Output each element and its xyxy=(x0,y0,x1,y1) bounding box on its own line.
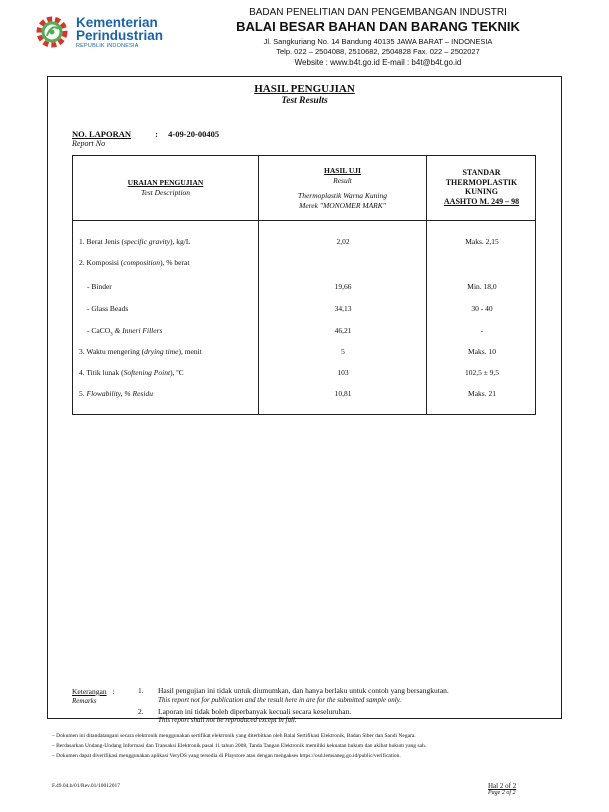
row-standard: Maks. 21 xyxy=(468,389,496,398)
logo-text-line1: Kementerian xyxy=(76,15,158,30)
col2-title: HASIL UJI xyxy=(324,166,361,175)
report-colon: : xyxy=(155,129,158,139)
remarks-subtitle: Remarks xyxy=(72,697,97,705)
row-result: 10,81 xyxy=(334,389,352,398)
row-standard: 30 - 40 xyxy=(471,304,493,313)
report-number-line xyxy=(72,129,219,139)
col3-line4: AASHTO M. 249 – 98 xyxy=(443,196,520,206)
desc-italic: drying time xyxy=(144,347,179,356)
row-description xyxy=(79,258,189,267)
row-standard: Min. 18,0 xyxy=(467,282,497,291)
row-description xyxy=(79,237,190,246)
page-number-en: Page 2 of 2 xyxy=(488,790,516,796)
website-email: Website : www.b4t.go.id E-mail : b4t@b4t.go.id xyxy=(294,58,462,67)
desc-text: 1. Berat Jenis ( xyxy=(79,237,124,246)
logo-text-line2: Perindustrian xyxy=(76,28,164,43)
row-standard: Maks. 2,15 xyxy=(465,237,499,246)
address: Jl. Sangkuriang No. 14 Bandung 40135 JAWA BARAT – INDONESIA xyxy=(263,37,493,46)
row-description xyxy=(79,347,202,356)
row-description xyxy=(79,389,153,398)
row-standard: Maks. 10 xyxy=(468,347,496,356)
col3-line2: THERMOPLASTIK xyxy=(445,177,518,187)
remarks-label xyxy=(72,687,115,696)
desc-italic: Flowability, % Residu xyxy=(86,389,153,398)
desc-italic: & Inneri Fillers xyxy=(112,326,163,335)
report-label-en: Report No xyxy=(72,139,106,148)
remark-number-2: 2. xyxy=(138,707,144,716)
row-result: 34,13 xyxy=(334,304,352,313)
col3-line3: KUNING xyxy=(465,187,498,196)
desc-text: ), % berat xyxy=(160,258,190,267)
remark-number-1: 1. xyxy=(138,686,144,695)
row-result: 19,66 xyxy=(334,282,352,291)
col2-subtitle: Result xyxy=(333,175,352,185)
row-result: 103 xyxy=(337,368,349,377)
remarks-colon: : xyxy=(112,687,115,696)
institute-name: BALAI BESAR BAHAN DAN BARANG TEKNIK xyxy=(236,19,520,34)
page-subtitle: Test Results xyxy=(281,96,328,106)
desc-subscript: 3 xyxy=(110,332,113,338)
row-description: - Binder xyxy=(87,282,112,291)
col3-line1: STANDAR xyxy=(462,168,501,177)
report-number: 4-09-20-00405 xyxy=(168,129,220,139)
desc-italic: specific gravity xyxy=(124,237,171,246)
agency-name: BADAN PENELITIAN DAN PENGEMBANGAN INDUSTRI xyxy=(249,7,507,18)
row-description: - Glass Beads xyxy=(87,304,129,313)
remarks-title: Keterangan xyxy=(72,687,107,696)
desc-text: 4. Titik lunak ( xyxy=(79,368,124,377)
gear-logo-icon xyxy=(34,14,72,50)
ministry-logo xyxy=(34,14,164,50)
footnote: – Dokumen ini ditandatangani secara elektronik menggunakan sertifikat elektronik yang diterbitkan oleh Balai Sertifikasi Elektronik, Badan Siber dan Sandi Negara. xyxy=(52,733,416,739)
row-description xyxy=(87,326,162,338)
desc-italic: Softening Point xyxy=(123,368,171,377)
remark-text-2: Laporan ini tidak boleh diperbanyak kecuali secara keseluruhan. xyxy=(158,707,352,716)
footnote: – Berdasarkan Undang-Undang Informasi dan Transaksi Elektronik pasal 11 tahun 2008, Tanda Tangan Elektronik memiliki kekuatan hukum dan akibat hukum yang sah. xyxy=(52,743,427,749)
desc-italic: composition xyxy=(123,258,161,267)
desc-text: ), ºC xyxy=(170,368,184,377)
col1-title: URAIAN PENGUJIAN xyxy=(127,178,204,187)
table-header-divider xyxy=(73,220,535,221)
row-result: 46,21 xyxy=(334,326,352,335)
col-header-description xyxy=(73,178,258,197)
desc-text: 3. Waktu mengering ( xyxy=(79,347,145,356)
desc-text: ), kg/L xyxy=(170,237,191,246)
phone-fax: Telp. 022 – 2504088, 2510682, 2504828 Fax. 022 – 2502027 xyxy=(276,47,480,56)
remark-text-1: Hasil pengujian ini tidak untuk diumumkan, dan hanya berlaku untuk contoh yang bersangkutan. xyxy=(158,686,449,695)
page-number-id: Hal 2 of 2 xyxy=(488,782,517,790)
remark-text-1-en: This report not for publication and the result here in are for the submitted sample only. xyxy=(158,696,402,704)
row-result: 2,02 xyxy=(336,237,350,246)
footnote: – Dokumen dapat diverifikasi menggunakan aplikasi VeryDS yang tersedia di Playstore atau dengan mengakses https://osd.lemsaneg.go.id/public/verification. xyxy=(52,753,401,759)
desc-text: 5. xyxy=(79,389,87,398)
remark-text-2-en: This report shall not be reproduced except in full. xyxy=(158,716,297,724)
logo-text-line3: REPUBLIK INDONESIA xyxy=(76,43,139,49)
row-description xyxy=(79,368,184,377)
page-number xyxy=(488,782,516,796)
col-header-result xyxy=(259,166,426,210)
col-header-standard xyxy=(427,168,536,206)
report-label: NO. LAPORAN xyxy=(72,129,132,139)
results-table xyxy=(72,155,536,415)
desc-text: ), menit xyxy=(178,347,202,356)
page-title: HASIL PENGUJIAN xyxy=(254,83,355,95)
col2-brand: Merek "MONOMER MARK" xyxy=(299,200,386,210)
col2-sample: Thermoplastik Warna Kuning xyxy=(298,191,387,200)
row-standard: 102,5 ± 9,5 xyxy=(464,368,500,377)
desc-text: - CaCO xyxy=(87,326,111,335)
col1-subtitle: Test Description xyxy=(140,187,191,197)
form-code: F.49.04.b/01/Rev.01/10012017 xyxy=(52,783,120,789)
row-standard: - xyxy=(480,326,484,335)
row-result: 5 xyxy=(341,347,345,356)
desc-text: 2. Komposisi ( xyxy=(79,258,124,267)
